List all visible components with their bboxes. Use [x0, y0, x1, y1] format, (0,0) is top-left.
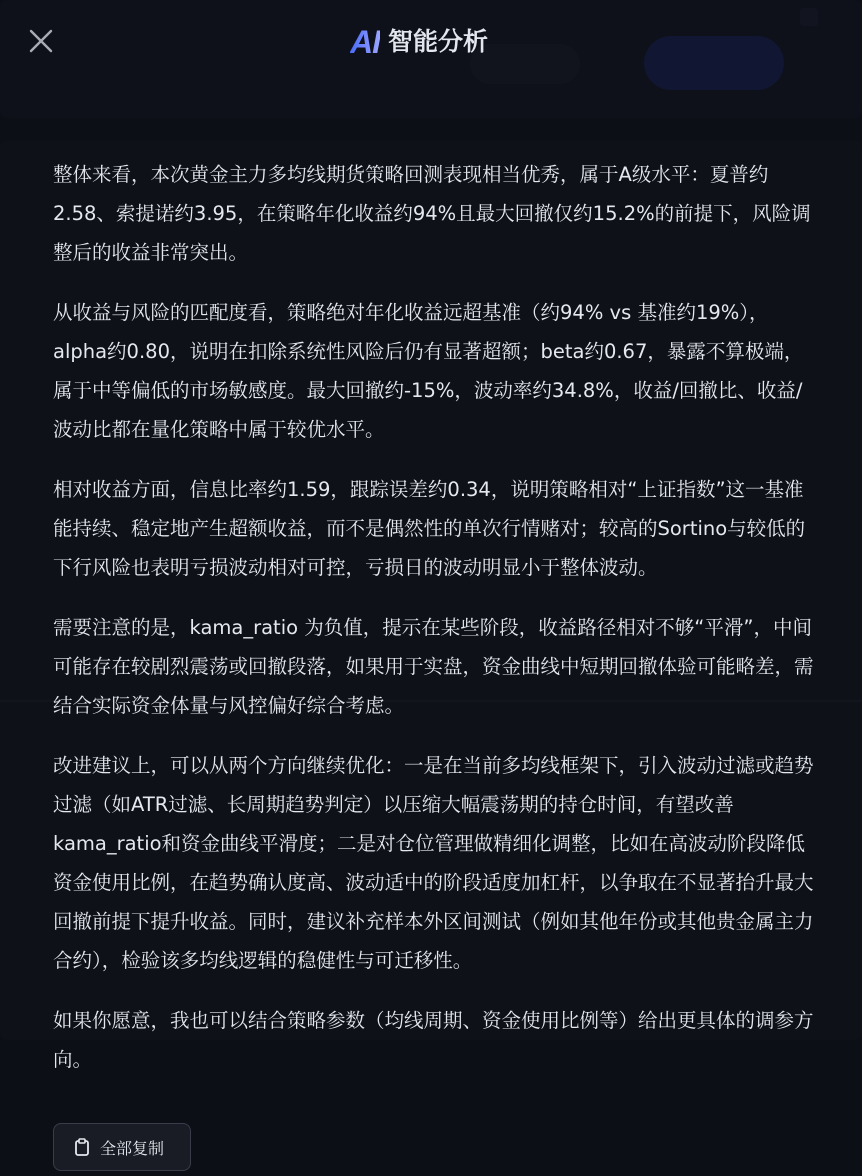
clipboard-icon — [74, 1138, 90, 1156]
analysis-content — [53, 155, 817, 1100]
analysis-paragraph: 如果你愿意，我也可以结合策略参数（均线周期、资金使用比例等）给出更具体的调参方向。 — [53, 1009, 814, 1071]
close-icon — [26, 26, 56, 56]
analysis-paragraph: 改进建议上，可以从两个方向继续优化：一是在当前多均线框架下，引入波动过滤或趋势过滤（如ATR过滤、长周期趋势判定）以压缩大幅震荡期的持仓时间，有望改善kama_ratio和资金曲线平滑度；二是对仓位管理做精细化调整，比如在高波动阶段降低资金使用比例，在趋势确认度高、波动适中的阶段适度加杠杆，以争取在不显著抬升最大回撤前提下提升收益。同时，建议补充样本外区间测试（例如其他年份或其他贵金属主力合约），检验该多均线逻辑的稳健性与可迁移性。 — [53, 754, 814, 972]
analysis-paragraph: 从收益与风险的匹配度看，策略绝对年化收益远超基准（约94% vs 基准约19%），alpha约0.80，说明在扣除系统性风险后仍有显著超额；beta约0.67，暴露不算极端，属于中等偏低的市场敏感度。最大回撤约-15%，波动率约34.8%，收益/回撤比、收益/波动比都在量化策略中属于较优水平。 — [53, 301, 804, 441]
copy-all-button[interactable] — [53, 1123, 191, 1171]
analysis-paragraph: 相对收益方面，信息比率约1.59，跟踪误差约0.34，说明策略相对“上证指数”这一基准能持续、稳定地产生超额收益，而不是偶然性的单次行情赌对；较高的Sortino与较低的下行风险也表明亏损波动相对可控，亏损日的波动明显小于整体波动。 — [53, 478, 806, 579]
title-text: 智能分析 — [388, 27, 489, 56]
analysis-paragraph: 需要注意的是，kama_ratio 为负值，提示在某些阶段，收益路径相对不够“平滑”，中间可能存在较剧烈震荡或回撤段落，如果用于实盘，资金曲线中短期回撤体验可能略差，需结合实际资金体量与风控偏好综合考虑。 — [53, 616, 814, 717]
ai-logo: AI — [350, 24, 380, 60]
modal-title — [350, 22, 488, 62]
close-button[interactable] — [26, 26, 56, 56]
copy-all-label: 全部复制 — [100, 1138, 165, 1158]
analysis-paragraph: 整体来看，本次黄金主力多均线期货策略回测表现相当优秀，属于A级水平：夏普约2.58、索提诺约3.95，在策略年化收益约94%且最大回撤仅约15.2%的前提下，风险调整后的收益非常突出。 — [53, 163, 811, 264]
